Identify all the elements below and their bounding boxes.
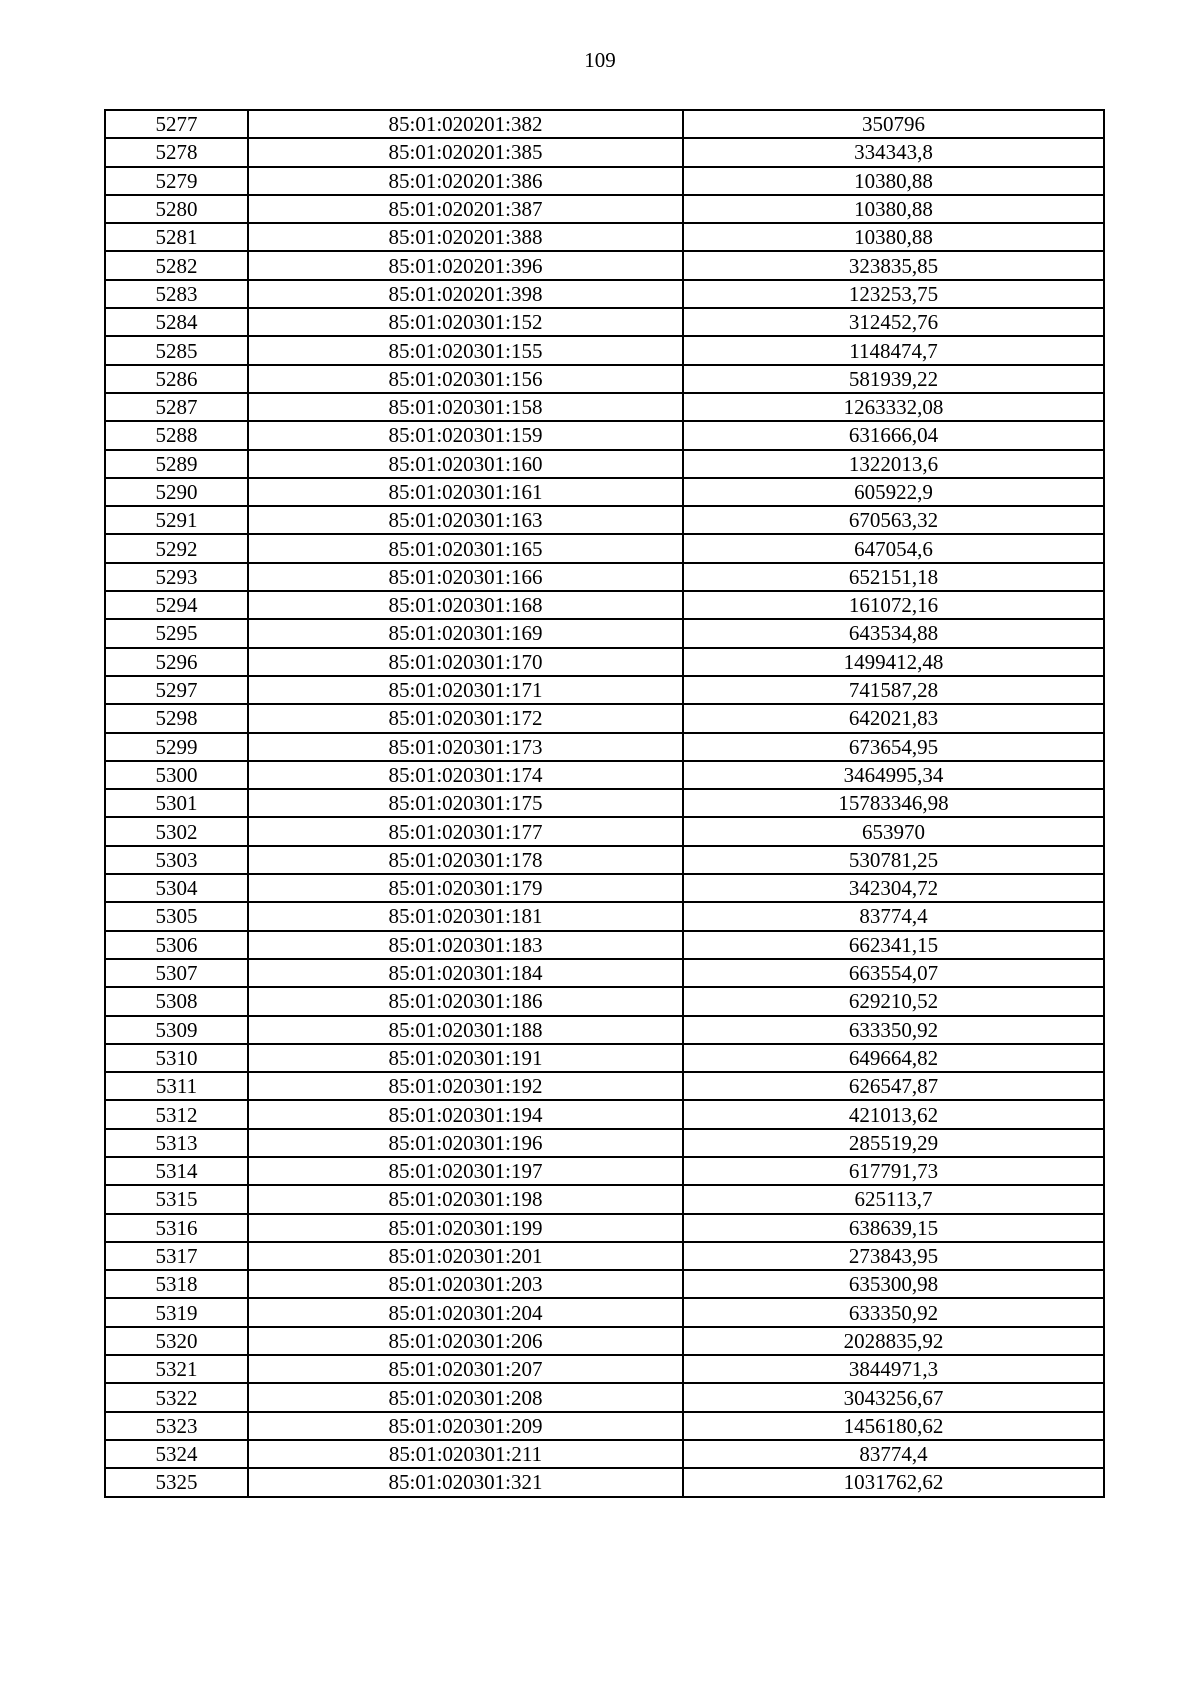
table-row [105, 1327, 1104, 1355]
cadastral-value-cell: 83774,4 [683, 1440, 1104, 1468]
row-number-cell: 5311 [105, 1072, 248, 1100]
cadastral-value-cell: 161072,16 [683, 591, 1104, 619]
row-number-cell: 5295 [105, 619, 248, 647]
table-row [105, 591, 1104, 619]
cadastral-value-cell: 285519,29 [683, 1129, 1104, 1157]
row-number-cell: 5296 [105, 648, 248, 676]
table-row [105, 931, 1104, 959]
cadastral-value-cell: 15783346,98 [683, 789, 1104, 817]
cadastral-value-cell: 273843,95 [683, 1242, 1104, 1270]
table-row [105, 619, 1104, 647]
cadastral-number-cell: 85:01:020301:178 [248, 846, 683, 874]
cadastral-value-cell: 10380,88 [683, 223, 1104, 251]
cadastral-value-cell: 1031762,62 [683, 1468, 1104, 1496]
table-row [105, 336, 1104, 364]
table-row [105, 959, 1104, 987]
table-row [105, 1214, 1104, 1242]
table-row [105, 506, 1104, 534]
row-number-cell: 5308 [105, 987, 248, 1015]
cadastral-value-cell: 673654,95 [683, 733, 1104, 761]
table-body [105, 110, 1104, 1497]
table-row [105, 1270, 1104, 1298]
table-row [105, 648, 1104, 676]
cadastral-value-cell: 662341,15 [683, 931, 1104, 959]
cadastral-number-cell: 85:01:020301:168 [248, 591, 683, 619]
table-row [105, 1044, 1104, 1072]
cadastral-value-cell: 3464995,34 [683, 761, 1104, 789]
row-number-cell: 5325 [105, 1468, 248, 1496]
cadastral-number-cell: 85:01:020301:165 [248, 534, 683, 562]
row-number-cell: 5278 [105, 138, 248, 166]
cadastral-number-cell: 85:01:020301:194 [248, 1100, 683, 1128]
cadastral-value-cell: 421013,62 [683, 1100, 1104, 1128]
page-number: 109 [584, 48, 616, 72]
row-number-cell: 5286 [105, 365, 248, 393]
cadastral-number-cell: 85:01:020301:207 [248, 1355, 683, 1383]
cadastral-number-cell: 85:01:020301:152 [248, 308, 683, 336]
cadastral-number-cell: 85:01:020301:198 [248, 1185, 683, 1213]
table-row [105, 563, 1104, 591]
cadastral-number-cell: 85:01:020301:203 [248, 1270, 683, 1298]
cadastral-number-cell: 85:01:020201:387 [248, 195, 683, 223]
table-row [105, 1355, 1104, 1383]
table-row [105, 817, 1104, 845]
row-number-cell: 5306 [105, 931, 248, 959]
row-number-cell: 5300 [105, 761, 248, 789]
row-number-cell: 5283 [105, 280, 248, 308]
table-row [105, 280, 1104, 308]
cadastral-value-cell: 123253,75 [683, 280, 1104, 308]
cadastral-number-cell: 85:01:020301:169 [248, 619, 683, 647]
table-row [105, 1298, 1104, 1326]
cadastral-value-cell: 663554,07 [683, 959, 1104, 987]
row-number-cell: 5309 [105, 1016, 248, 1044]
cadastral-number-cell: 85:01:020301:192 [248, 1072, 683, 1100]
row-number-cell: 5287 [105, 393, 248, 421]
table-row [105, 846, 1104, 874]
cadastral-value-cell: 581939,22 [683, 365, 1104, 393]
cadastral-value-cell: 2028835,92 [683, 1327, 1104, 1355]
row-number-cell: 5305 [105, 902, 248, 930]
row-number-cell: 5307 [105, 959, 248, 987]
table-row [105, 733, 1104, 761]
cadastral-number-cell: 85:01:020201:388 [248, 223, 683, 251]
cadastral-value-cell: 323835,85 [683, 251, 1104, 279]
cadastral-value-cell: 1263332,08 [683, 393, 1104, 421]
cadastral-value-cell: 605922,9 [683, 478, 1104, 506]
cadastral-value-cell: 334343,8 [683, 138, 1104, 166]
row-number-cell: 5323 [105, 1412, 248, 1440]
cadastral-number-cell: 85:01:020301:184 [248, 959, 683, 987]
cadastral-value-cell: 530781,25 [683, 846, 1104, 874]
cadastral-value-cell: 629210,52 [683, 987, 1104, 1015]
table-row [105, 223, 1104, 251]
row-number-cell: 5318 [105, 1270, 248, 1298]
table-row [105, 1016, 1104, 1044]
table-row [105, 874, 1104, 902]
cadastral-number-cell: 85:01:020301:204 [248, 1298, 683, 1326]
cadastral-number-cell: 85:01:020301:158 [248, 393, 683, 421]
cadastral-number-cell: 85:01:020201:396 [248, 251, 683, 279]
cadastral-value-cell: 649664,82 [683, 1044, 1104, 1072]
cadastral-number-cell: 85:01:020301:156 [248, 365, 683, 393]
row-number-cell: 5291 [105, 506, 248, 534]
table-row [105, 421, 1104, 449]
cadastral-value-cell: 1322013,6 [683, 450, 1104, 478]
cadastral-value-cell: 3043256,67 [683, 1383, 1104, 1411]
table-row [105, 365, 1104, 393]
row-number-cell: 5299 [105, 733, 248, 761]
cadastral-number-cell: 85:01:020301:183 [248, 931, 683, 959]
table-row [105, 1072, 1104, 1100]
row-number-cell: 5289 [105, 450, 248, 478]
row-number-cell: 5320 [105, 1327, 248, 1355]
row-number-cell: 5292 [105, 534, 248, 562]
table-row [105, 1383, 1104, 1411]
table-row [105, 987, 1104, 1015]
cadastral-number-cell: 85:01:020301:179 [248, 874, 683, 902]
row-number-cell: 5316 [105, 1214, 248, 1242]
cadastral-value-cell: 741587,28 [683, 676, 1104, 704]
row-number-cell: 5294 [105, 591, 248, 619]
cadastral-value-cell: 653970 [683, 817, 1104, 845]
table-row [105, 1185, 1104, 1213]
row-number-cell: 5282 [105, 251, 248, 279]
table-row [105, 110, 1104, 138]
table-row [105, 1242, 1104, 1270]
cadastral-value-cell: 635300,98 [683, 1270, 1104, 1298]
row-number-cell: 5293 [105, 563, 248, 591]
cadastral-value-cell: 626547,87 [683, 1072, 1104, 1100]
cadastral-number-cell: 85:01:020201:382 [248, 110, 683, 138]
cadastral-value-cell: 10380,88 [683, 167, 1104, 195]
cadastral-value-cell: 1148474,7 [683, 336, 1104, 364]
row-number-cell: 5314 [105, 1157, 248, 1185]
cadastral-number-cell: 85:01:020301:166 [248, 563, 683, 591]
cadastral-number-cell: 85:01:020301:206 [248, 1327, 683, 1355]
table-row [105, 761, 1104, 789]
cadastral-value-cell: 652151,18 [683, 563, 1104, 591]
row-number-cell: 5319 [105, 1298, 248, 1326]
cadastral-number-cell: 85:01:020301:209 [248, 1412, 683, 1440]
table-row [105, 902, 1104, 930]
cadastral-value-cell: 670563,32 [683, 506, 1104, 534]
cadastral-value-cell: 647054,6 [683, 534, 1104, 562]
table-row [105, 1157, 1104, 1185]
table-row [105, 450, 1104, 478]
row-number-cell: 5279 [105, 167, 248, 195]
row-number-cell: 5284 [105, 308, 248, 336]
cadastral-number-cell: 85:01:020301:175 [248, 789, 683, 817]
cadastral-value-cell: 10380,88 [683, 195, 1104, 223]
cadastral-value-cell: 633350,92 [683, 1298, 1104, 1326]
cadastral-number-cell: 85:01:020301:159 [248, 421, 683, 449]
table-row [105, 167, 1104, 195]
cadastral-value-cell: 638639,15 [683, 1214, 1104, 1242]
row-number-cell: 5303 [105, 846, 248, 874]
cadastral-number-cell: 85:01:020301:196 [248, 1129, 683, 1157]
row-number-cell: 5313 [105, 1129, 248, 1157]
table-row [105, 1100, 1104, 1128]
cadastral-value-cell: 617791,73 [683, 1157, 1104, 1185]
row-number-cell: 5297 [105, 676, 248, 704]
cadastral-number-cell: 85:01:020301:160 [248, 450, 683, 478]
table-row [105, 308, 1104, 336]
cadastral-value-cell: 625113,7 [683, 1185, 1104, 1213]
row-number-cell: 5285 [105, 336, 248, 364]
row-number-cell: 5277 [105, 110, 248, 138]
table-row [105, 1129, 1104, 1157]
table-row [105, 138, 1104, 166]
table-row [105, 251, 1104, 279]
cadastral-number-cell: 85:01:020301:211 [248, 1440, 683, 1468]
cadastral-number-cell: 85:01:020301:188 [248, 1016, 683, 1044]
cadastral-value-cell: 312452,76 [683, 308, 1104, 336]
cadastral-number-cell: 85:01:020301:186 [248, 987, 683, 1015]
cadastral-number-cell: 85:01:020301:197 [248, 1157, 683, 1185]
cadastral-value-cell: 643534,88 [683, 619, 1104, 647]
table-row [105, 195, 1104, 223]
row-number-cell: 5302 [105, 817, 248, 845]
row-number-cell: 5304 [105, 874, 248, 902]
cadastral-value-cell: 83774,4 [683, 902, 1104, 930]
row-number-cell: 5312 [105, 1100, 248, 1128]
row-number-cell: 5310 [105, 1044, 248, 1072]
cadastral-number-cell: 85:01:020201:385 [248, 138, 683, 166]
cadastral-number-cell: 85:01:020301:181 [248, 902, 683, 930]
cadastral-number-cell: 85:01:020301:199 [248, 1214, 683, 1242]
table-row [105, 534, 1104, 562]
cadastral-number-cell: 85:01:020301:170 [248, 648, 683, 676]
cadastral-value-cell: 1499412,48 [683, 648, 1104, 676]
row-number-cell: 5290 [105, 478, 248, 506]
table-row [105, 789, 1104, 817]
row-number-cell: 5280 [105, 195, 248, 223]
table-row [105, 393, 1104, 421]
row-number-cell: 5288 [105, 421, 248, 449]
cadastral-number-cell: 85:01:020301:201 [248, 1242, 683, 1270]
row-number-cell: 5301 [105, 789, 248, 817]
table-row [105, 1412, 1104, 1440]
cadastral-number-cell: 85:01:020201:386 [248, 167, 683, 195]
row-number-cell: 5322 [105, 1383, 248, 1411]
cadastral-number-cell: 85:01:020201:398 [248, 280, 683, 308]
cadastral-value-cell: 1456180,62 [683, 1412, 1104, 1440]
cadastral-value-table [104, 109, 1105, 1498]
cadastral-number-cell: 85:01:020301:161 [248, 478, 683, 506]
table-row [105, 704, 1104, 732]
row-number-cell: 5324 [105, 1440, 248, 1468]
cadastral-number-cell: 85:01:020301:191 [248, 1044, 683, 1072]
cadastral-value-cell: 350796 [683, 110, 1104, 138]
table-row [105, 1440, 1104, 1468]
row-number-cell: 5298 [105, 704, 248, 732]
cadastral-number-cell: 85:01:020301:171 [248, 676, 683, 704]
cadastral-value-cell: 642021,83 [683, 704, 1104, 732]
cadastral-value-cell: 3844971,3 [683, 1355, 1104, 1383]
cadastral-value-cell: 633350,92 [683, 1016, 1104, 1044]
cadastral-number-cell: 85:01:020301:173 [248, 733, 683, 761]
cadastral-number-cell: 85:01:020301:174 [248, 761, 683, 789]
row-number-cell: 5281 [105, 223, 248, 251]
cadastral-number-cell: 85:01:020301:155 [248, 336, 683, 364]
cadastral-number-cell: 85:01:020301:172 [248, 704, 683, 732]
row-number-cell: 5317 [105, 1242, 248, 1270]
cadastral-number-cell: 85:01:020301:208 [248, 1383, 683, 1411]
table-row [105, 1468, 1104, 1496]
cadastral-number-cell: 85:01:020301:163 [248, 506, 683, 534]
table-row [105, 478, 1104, 506]
cadastral-number-cell: 85:01:020301:321 [248, 1468, 683, 1496]
row-number-cell: 5315 [105, 1185, 248, 1213]
cadastral-number-cell: 85:01:020301:177 [248, 817, 683, 845]
cadastral-value-cell: 342304,72 [683, 874, 1104, 902]
row-number-cell: 5321 [105, 1355, 248, 1383]
cadastral-value-cell: 631666,04 [683, 421, 1104, 449]
table-row [105, 676, 1104, 704]
